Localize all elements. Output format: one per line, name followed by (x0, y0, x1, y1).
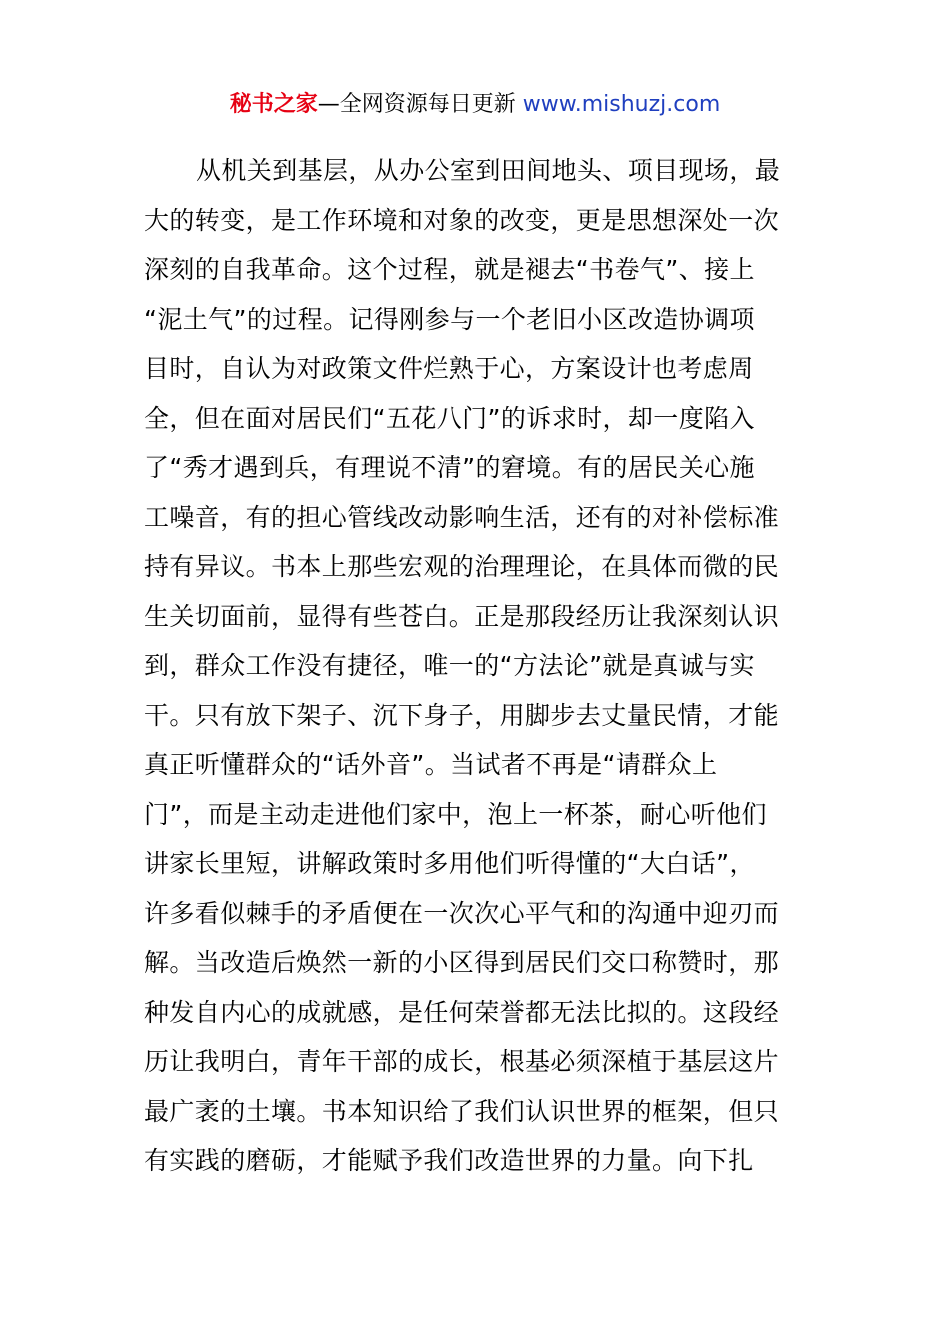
text-line: 许多看似棘手的矛盾便在一次次心平气和的沟通中迎刃而 (144, 898, 780, 928)
text-line: 讲家长里短，讲解政策时多用他们听得懂的“大白话”， (144, 849, 755, 878)
text-line: 真正听懂群众的“话外音”。当试者不再是“请群众上 (144, 750, 718, 779)
body-paragraph (144, 146, 810, 1186)
header-brand: 秘书之家 (229, 92, 318, 117)
text-line: “泥土气”的过程。记得刚参与一个老旧小区改造协调项 (144, 304, 755, 334)
page-header (0, 88, 950, 122)
text-line: 了“秀才遇到兵，有理说不清”的窘境。有的居民关心施 (144, 453, 755, 482)
text-line: 目时，自认为对政策文件烂熟于心，方案设计也考虑周 (144, 354, 754, 383)
header-url-link[interactable]: www.mishuzj.com (522, 92, 721, 117)
text-line: 种发自内心的成就感，是任何荣誉都无法比拟的。这段经 (144, 997, 780, 1027)
text-line: 到，群众工作没有捷径，唯一的“方法论”就是真诚与实 (144, 651, 755, 680)
text-line: 有实践的磨砺，才能赋予我们改造世界的力量。向下扎 (144, 1146, 754, 1175)
text-line: 工噪音，有的担心管线改动影响生活，还有的对补偿标准 (144, 502, 780, 532)
text-line: 解。当改造后焕然一新的小区得到居民们交口称赞时，那 (144, 948, 780, 977)
text-line: 门”，而是主动走进他们家中，泡上一杯茶，耐心听他们 (144, 799, 767, 829)
text-line: 深刻的自我革命。这个过程，就是褪去“书卷气”、接上 (144, 255, 755, 284)
text-line: 从机关到基层，从办公室到田间地头、项目现场，最 (196, 156, 781, 185)
text-line: 最广袤的土壤。书本知识给了我们认识世界的框架，但只 (144, 1096, 780, 1126)
text-line: 全，但在面对居民们“五花八门”的诉求时，却一度陷入 (144, 403, 755, 433)
text-line: 生关切面前，显得有些苍白。正是那段经历让我深刻认识 (144, 601, 780, 631)
text-line: 历让我明白，青年干部的成长，根基必须深植于基层这片 (144, 1047, 780, 1076)
header-tagline: —全网资源每日更新 (317, 92, 523, 117)
text-line: 大的转变，是工作环境和对象的改变，更是思想深处一次 (144, 205, 780, 235)
text-line: 干。只有放下架子、沉下身子，用脚步去丈量民情，才能 (144, 700, 780, 730)
text-line: 持有异议。书本上那些宏观的治理理论，在具体而微的民 (144, 552, 780, 581)
